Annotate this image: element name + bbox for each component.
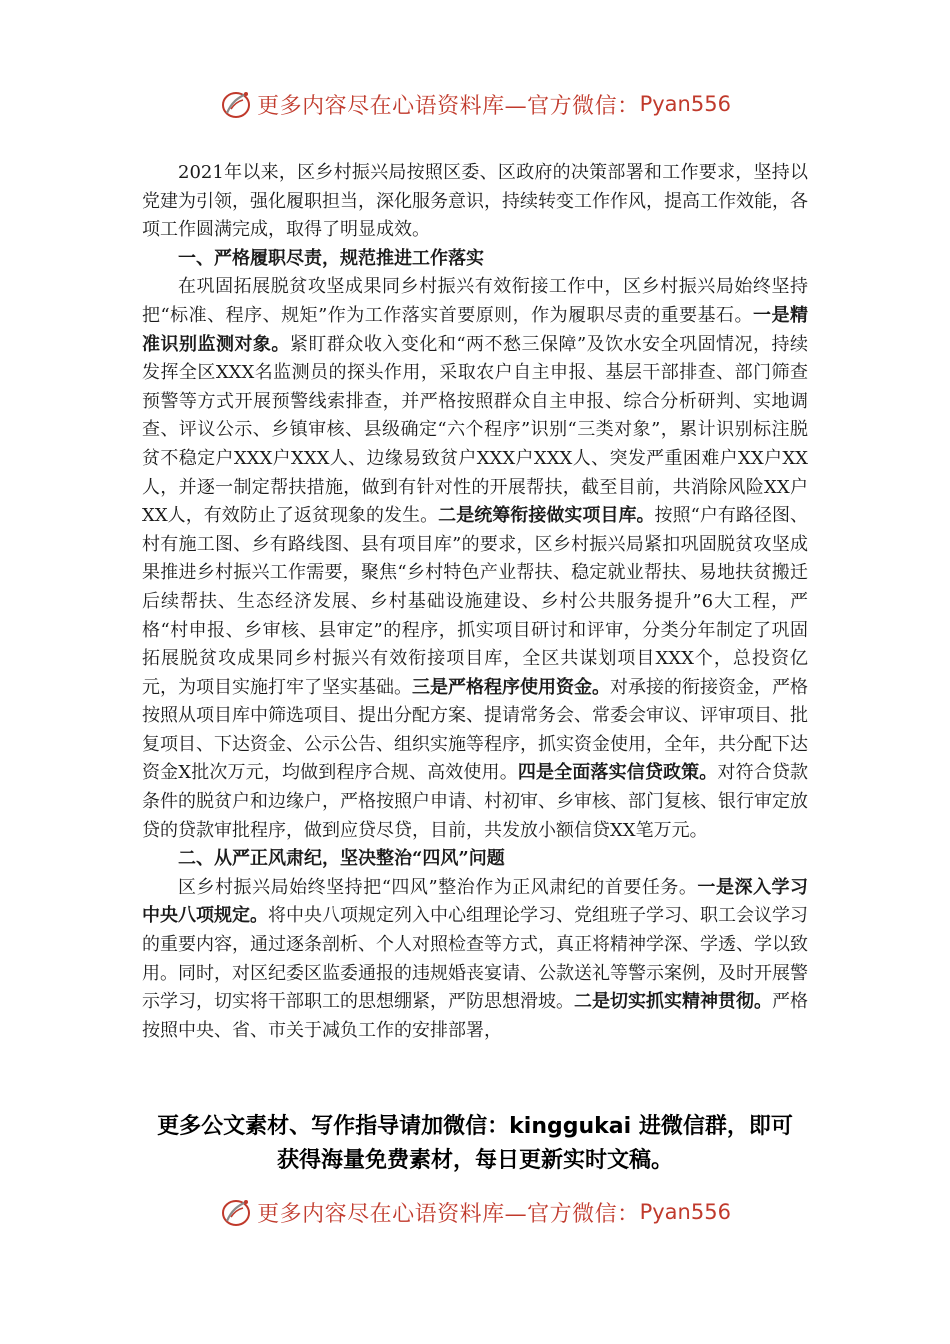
- banner-wechat-id: Pyan556: [639, 92, 731, 116]
- point-heading: 二是统筹衔接做实项目库。: [438, 505, 655, 527]
- logo-icon: [219, 1195, 253, 1229]
- section-heading-2: 二、从严正风肃纪，坚决整治“四风”问题: [178, 848, 505, 870]
- point-heading: 一是精准识别监测对象。: [142, 304, 809, 355]
- document-body: [142, 159, 808, 1045]
- promo-notice: [0, 1110, 950, 1178]
- section-heading-1: 一、严格履职尽责，规范推进工作落实: [178, 247, 484, 269]
- logo-icon: [219, 87, 253, 121]
- footer-banner: [0, 1190, 950, 1234]
- intro-paragraph: 2021年以来，区乡村振兴局按照区委、区政府的决策部署和工作要求，坚持以党建为引领，强化履职担当，深化服务意识，持续转变工作作风，提高工作效能，各项工作圆满完成，取得了明显成效。: [142, 162, 808, 241]
- point-heading: 四是全面落实信贷政策。: [517, 762, 718, 784]
- promo-line-1: 更多公文素材、写作指导请加微信：kinggukai 进微信群，即可: [157, 1114, 793, 1139]
- point-heading: 一是深入学习中央八项规定。: [142, 876, 809, 927]
- point-heading: 三是严格程序使用资金。: [412, 676, 610, 698]
- point-heading: 二是切实抓实精神贯彻。: [574, 991, 772, 1013]
- banner-wechat-id: Pyan556: [639, 1200, 731, 1224]
- section-2-paragraph: 区乡村振兴局始终坚持把“四风”整治作为正风肃纪的首要任务。一是深入学习中央八项规定。将中央八项规定列入中心组理论学习、党组班子学习、职工会议学习的重要内容，通过逐条剖析、个人对照检查等方式，真正将精神学深、学透、学以致用。同时，对区纪委区监委通报的违规婚丧宴请、公款送礼等警示案例，及时开展警示学习，切实将干部职工的思想绷紧，严防思想滑坡。二是切实抓实精神贯彻。严格按照中央、省、市关于减负工作的安排部署，: [142, 876, 809, 1041]
- banner-text: 更多内容尽在心语资料库—官方微信：: [257, 1201, 640, 1227]
- section-1-paragraph: 在巩固拓展脱贫攻坚成果同乡村振兴有效衔接工作中，区乡村振兴局始终坚持把“标准、程序、规矩”作为工作落实首要原则，作为履职尽责的重要基石。一是精准识别监测对象。紧盯群众收入变化和“两不愁三保障”及饮水安全巩固情况，持续发挥全区XXX名监测员的探头作用，采取农户自主申报、基层干部排查、部门筛查预警等方式开展预警线索排查，并严格按照群众自主申报、综合分析研判、实地调查、评议公示、乡镇审核、县级确定“六个程序”识别“三类对象”，累计识别标注脱贫不稳定户XXX户XXX人、边缘易致贫户XXX户XXX人、突发严重困难户XX户XX人，并逐一制定帮扶措施，做到有针对性的开展帮扶，截至目前，共消除风险XX户XX人，有效防止了返贫现象的发生。二是统筹衔接做实项目库。按照“户有路径图、村有施工图、乡有路线图、县有项目库”的要求，区乡村振兴局紧扣巩固脱贫攻坚成果推进乡村振兴工作需要，聚焦“乡村特色产业帮扶、稳定就业帮扶、易地扶贫搬迁后续帮扶、生态经济发展、乡村基础设施建设、乡村公共服务提升”6大工程，严格“村申报、乡审核、县审定”的程序，抓实项目研讨和评审，分类分年制定了巩固拓展脱贫攻成果同乡村振兴有效衔接项目库，全区共谋划项目XXX个，总投资亿元，为项目实施打牢了坚实基础。三是严格程序使用资金。对承接的衔接资金，严格按照从项目库中筛选项目、提出分配方案、提请常务会、常委会审议、评审项目、批复项目、下达资金、公示公告、组织实施等程序，抓实资金使用，全年，共分配下达资金X批次万元，均做到程序合规、高效使用。四是全面落实信贷政策。对符合贷款条件的脱贫户和边缘户，严格按照户申请、村初审、乡审核、部门复核、银行审定放贷的贷款审批程序，做到应贷尽贷，目前，共发放小额信贷XX笔万元。: [142, 276, 809, 841]
- header-banner: [0, 82, 950, 126]
- banner-text: 更多内容尽在心语资料库—官方微信：: [257, 93, 640, 119]
- promo-line-2: 获得海量免费素材，每日更新实时文稿。: [276, 1148, 673, 1173]
